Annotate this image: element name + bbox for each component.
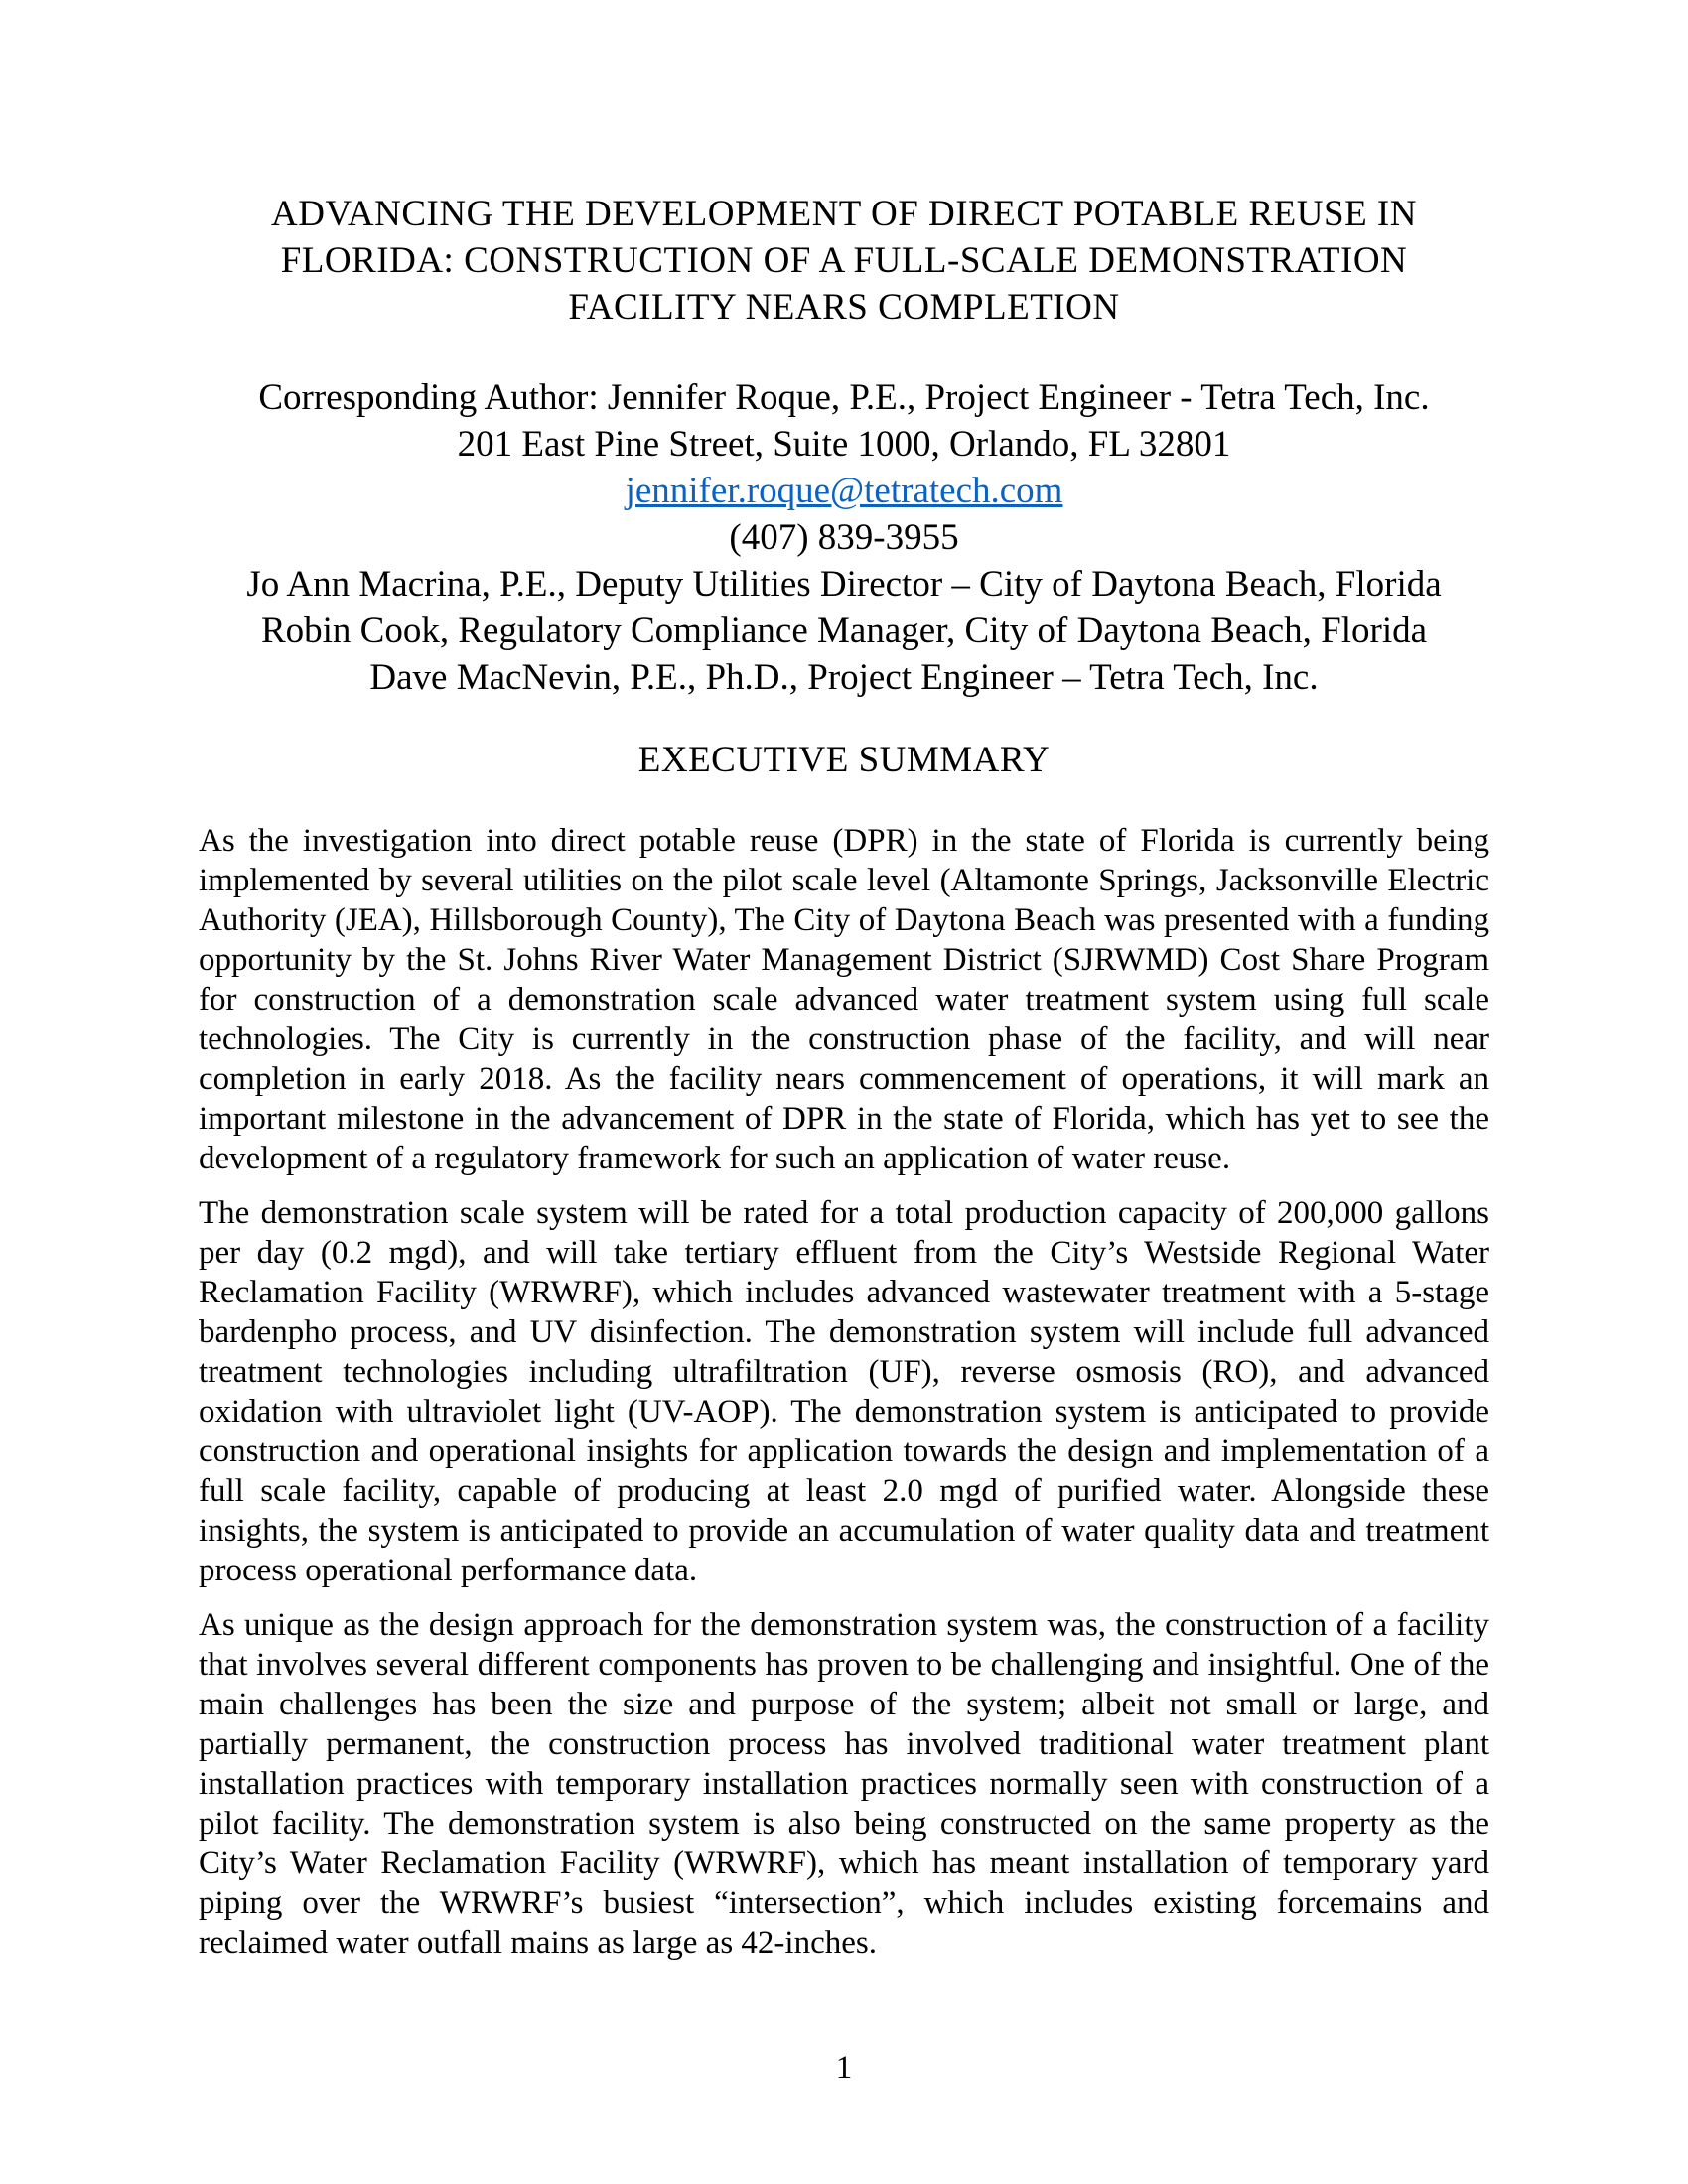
paper-title-line-1: ADVANCING THE DEVELOPMENT OF DIRECT POTABLE REUSE IN — [271, 194, 1417, 234]
corresponding-author-line: Corresponding Author: Jennifer Roque, P.E., Project Engineer - Tetra Tech, Inc. — [258, 377, 1430, 418]
paper-title-line-2: FLORIDA: CONSTRUCTION OF A FULL-SCALE DEMONSTRATION — [280, 240, 1408, 281]
paper-title — [199, 191, 1489, 331]
coauthor-line-3: Dave MacNevin, P.E., Ph.D., Project Engineer – Tetra Tech, Inc. — [369, 657, 1319, 698]
section-heading-executive-summary: EXECUTIVE SUMMARY — [637, 740, 1051, 780]
author-email-link[interactable]: jennifer.roque@tetratech.com — [625, 471, 1063, 511]
coauthor-line-1: Jo Ann Macrina, P.E., Deputy Utilities Director – City of Daytona Beach, Florida — [246, 564, 1442, 605]
author-phone-line: (407) 839-3955 — [729, 517, 959, 558]
page-number: 1 — [835, 2050, 853, 2086]
author-address-line: 201 East Pine Street, Suite 1000, Orlando, FL 32801 — [457, 424, 1231, 465]
summary-paragraph-1: As the investigation into direct potable reuse (DPR) in the state of Florida is currently being implemented by several utilities on the pilot scale level (Altamonte Springs, Jacksonville Electric Authority (JEA), Hillsborough County), The City of Daytona Beach was presented with a funding opportunity by the St. Johns River Water Management District (SJRWMD) Cost Share Program for construction of a demonstration scale advanced water treatment system using full scale technologies. The City is currently in the construction phase of the facility, and will near completion in early 2018. As the facility nears commencement of operations, it will mark an important milestone in the advancement of DPR in the state of Florida, which has yet to see the development of a regulatory framework for such an application of water reuse. — [199, 823, 1489, 1176]
summary-paragraph-2: The demonstration scale system will be rated for a total production capacity of 200,000 gallons per day (0.2 mgd), and will take tertiary effluent from the City’s Westside Regional Water Reclamation Facility (WRWRF), which includes advanced wastewater treatment with a 5-stage bardenpho process, and UV disinfection. The demonstration system will include full advanced treatment technologies including ultrafiltration (UF), reverse osmosis (RO), and advanced oxidation with ultraviolet light (UV-AOP). The demonstration system is anticipated to provide construction and operational insights for application towards the design and implementation of a full scale facility, capable of producing at least 2.0 mgd of purified water. Alongside these insights, the system is anticipated to provide an accumulation of water quality data and treatment process operational performance data. — [199, 1195, 1489, 1588]
summary-paragraph-3: As unique as the design approach for the demonstration system was, the construction of a facility that involves several different components has proven to be challenging and insightful. One of the main challenges has been the size and purpose of the system; albeit not small or large, and partially permanent, the construction process has involved traditional water treatment plant installation practices with temporary installation practices normally seen with construction of a pilot facility. The demonstration system is also being constructed on the same property as the City’s Water Reclamation Facility (WRWRF), which has meant installation of temporary yard piping over the WRWRF’s busiest “intersection”, which includes existing forcemains and reclaimed water outfall mains as large as 42-inches. — [199, 1607, 1489, 1961]
paper-title-line-3: FACILITY NEARS COMPLETION — [568, 287, 1120, 328]
author-block — [199, 374, 1489, 701]
executive-summary-body — [199, 821, 1489, 1963]
author-email-line — [199, 468, 1489, 514]
coauthor-line-2: Robin Cook, Regulatory Compliance Manager, City of Daytona Beach, Florida — [260, 611, 1428, 651]
